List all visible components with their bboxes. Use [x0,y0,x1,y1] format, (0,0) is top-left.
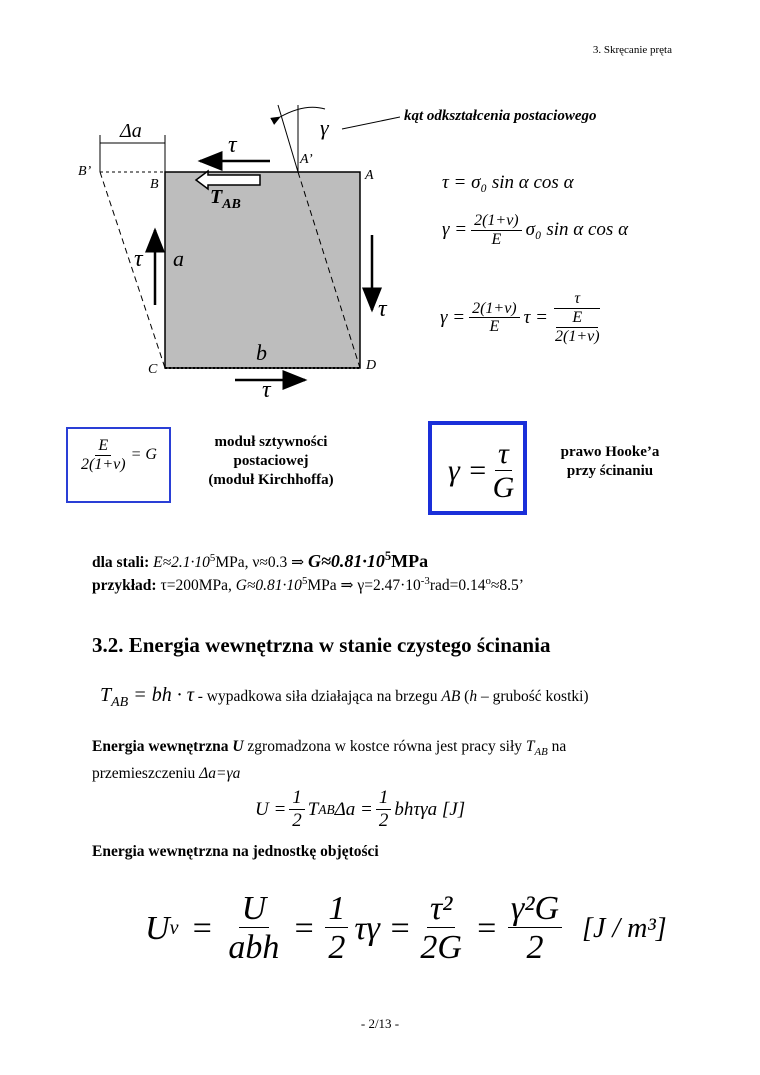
equation-gamma-1: γ = $\frac{2(1+\nu)}{E}$ σ₀ sin α cos α [442,212,629,248]
corner-a: A [365,168,374,183]
example-line: przykład: τ=200MPa, $G\approx 0.81\cdot 10^5MPa$ ⇒ $\gamma=2.47\cdot 10^{-3}rad=0.14^o\approx 8.5$’ [92,575,524,595]
energy-equation: U = $\frac{1}{2}$ T AB Δa = $\frac{1}{2}$ bhτγa [J] [255,787,466,831]
shear-modulus-box: $\frac{E}{2(1+\nu)}$ = G [66,427,171,503]
tau-left-label: τ [134,246,143,272]
gamma-caption: kąt odkształcenia postaciowego [404,108,597,124]
energy-paragraph: Energia wewnętrzna U zgromadzona w kostce równa jest pracy siły $T_{AB}$ na przemieszczeniu Δa=γa [92,738,567,783]
tau-bottom-label: τ [262,377,271,403]
tau-top-label: τ [228,132,237,158]
corner-a-prime: A’ [300,152,313,167]
tau-right-label: τ [378,296,387,322]
unit-energy-equation: U v = $\frac{U}{\text{abh}}$ = $\frac{1}{2}$ τγ = $\frac{\text{τ²}}{2G}$ = $\frac{\text{γ²G}}{2}$ [J / m³] [145,890,667,967]
corner-c: C [148,362,158,377]
equation-gamma-2: γ = $\frac{2(1+\nu)}{E}$ τ = τ E 2(1+ν) [440,290,600,345]
gamma-label: γ [320,115,329,140]
shear-modulus-caption: moduł sztywności postaciowej (moduł Kirchhoffa) [208,434,334,488]
force-equation-line: $T_{AB}$ = bh · τ - wypadkowa siła działająca na brzegu AB (h – grubość kostki) [100,684,589,710]
hooke-law-caption: prawo Hooke’a przy ścinaniu [560,444,660,479]
page-number: - 2/13 - [360,1016,400,1031]
side-a-label: a [173,246,184,271]
hooke-law-box: γ = $\frac{\tau}{G}$ [428,421,527,515]
force-label: $T_{AB}$ [210,186,241,212]
element-square [165,172,360,368]
corner-b: B [150,177,159,192]
page-header: 3. Skręcanie pręta [592,44,672,56]
unit-volume-title: Energia wewnętrzna na jednostkę objętości [92,843,379,860]
equation-tau: τ = σ₀ sin α cos α [442,172,574,193]
corner-d: D [366,358,377,373]
corner-b-prime: B’ [78,164,92,179]
side-b-label: b [256,340,267,365]
steel-line: dla stali: $E\approx 2.1\cdot 10^5MPa$, ν≈0.3 ⇒ $G\approx 0.81\cdot 10^5MPa$ [92,549,429,571]
section-title: 3.2. Energia wewnętrzna w stanie czystego ścinania [92,633,551,657]
delta-a-label: Δa [120,120,142,142]
